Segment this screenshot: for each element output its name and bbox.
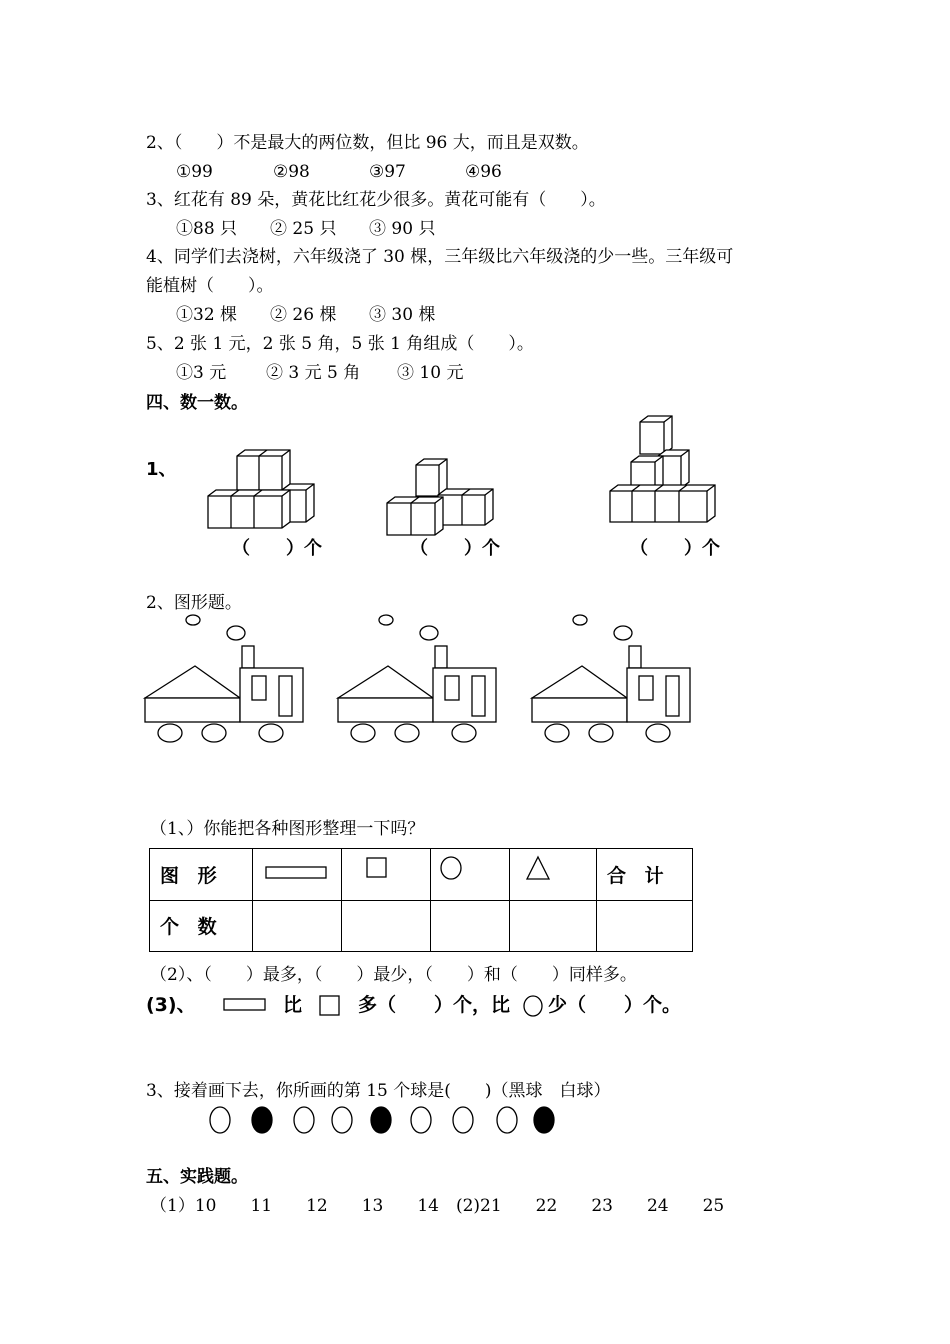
- q2-option-2: ②98: [273, 162, 310, 182]
- ball-sequence: [200, 1103, 570, 1139]
- square-icon: [366, 857, 388, 879]
- train-figure-3: [530, 610, 695, 745]
- white-ball: [210, 1107, 230, 1133]
- section-4-title: 四、数一数。: [146, 393, 248, 413]
- sub3-rectangle-icon: [223, 998, 267, 1012]
- question-3: 3、红花有 89 朵，黄花比红花少很多。黄花可能有（ ）。: [146, 190, 606, 210]
- q2-option-3: ③97: [369, 162, 406, 182]
- q2-option-4: ④96: [465, 162, 502, 182]
- white-ball: [453, 1107, 473, 1133]
- header-total: 合 计: [597, 849, 693, 901]
- count-cell-square[interactable]: [342, 900, 431, 952]
- count-cell-triangle[interactable]: [510, 900, 597, 952]
- sub-question-2: （2）、（ ）最多，（ ）最少，（ ）和（ ）同样多。: [150, 965, 637, 985]
- sub3-duo: 多（ ）个，比: [358, 994, 511, 1016]
- row-label-shape: 图 形: [150, 849, 253, 901]
- train-figure-2: [336, 610, 501, 745]
- header-triangle: [510, 849, 597, 901]
- question-4-line-1: 4、同学们去浇树，六年级浇了 30 棵，三年级比六年级浇的少一些。三年级可: [146, 247, 734, 267]
- row-label-count: 个 数: [150, 900, 253, 952]
- black-ball: [371, 1107, 391, 1133]
- count-cell-rectangle[interactable]: [253, 900, 342, 952]
- black-ball: [534, 1107, 554, 1133]
- count-answer-3: （ ）个: [630, 538, 720, 559]
- rectangle-icon: [265, 866, 327, 880]
- white-ball: [294, 1107, 314, 1133]
- question-4-line-2: 能植树（ ）。: [146, 276, 274, 296]
- section-5-title: 五、实践题。: [146, 1167, 248, 1187]
- black-ball: [252, 1107, 272, 1133]
- count-label: 1、: [146, 459, 177, 480]
- cube-figure-1: [200, 448, 330, 538]
- question-2: 2、（ ）不是最大的两位数，但比 96 大，而且是双数。: [146, 133, 589, 153]
- count-answer-1: （ ）个: [232, 538, 322, 559]
- count-cell-total[interactable]: [597, 900, 693, 952]
- white-ball: [497, 1107, 517, 1133]
- count-answer-2: （ ）个: [410, 538, 500, 559]
- q3-option-1: ①88 只: [176, 219, 238, 239]
- q4-option-1: ①32 棵: [176, 305, 238, 325]
- header-rectangle: [253, 849, 342, 901]
- circle-icon: [439, 855, 463, 881]
- sub3-shao: 少（ ）个。: [548, 994, 682, 1016]
- shapes-title: 2、图形题。: [146, 593, 242, 613]
- section-5-numbers: （1）10 11 12 13 14 (2)21 22 23 24 25: [150, 1196, 725, 1216]
- q4-option-2: ② 26 棵: [270, 305, 337, 325]
- white-ball: [411, 1107, 431, 1133]
- header-circle: [431, 849, 510, 901]
- cube-figure-3: [605, 412, 725, 527]
- q4-option-3: ③ 30 棵: [369, 305, 436, 325]
- q5-option-1: ①3 元: [176, 363, 227, 383]
- cube-figure-2: [380, 455, 500, 540]
- train-figure-1: [143, 610, 308, 745]
- white-ball: [332, 1107, 352, 1133]
- balls-question: 3、接着画下去，你所画的第 15 个球是( )（黑球 白球）: [146, 1081, 611, 1101]
- sub3-prefix: (3)、: [146, 994, 196, 1016]
- shape-count-table: [149, 848, 693, 952]
- q2-option-1: ①99: [176, 162, 213, 182]
- header-square: [342, 849, 431, 901]
- count-cell-circle[interactable]: [431, 900, 510, 952]
- sub3-bi: 比: [283, 994, 303, 1016]
- q5-option-3: ③ 10 元: [397, 363, 464, 383]
- sub3-square-icon: [319, 995, 341, 1017]
- question-5: 5、2 张 1 元，2 张 5 角，5 张 1 角组成（ ）。: [146, 334, 534, 354]
- q3-option-3: ③ 90 只: [369, 219, 436, 239]
- sub3-circle-icon: [522, 994, 544, 1018]
- q3-option-2: ② 25 只: [270, 219, 337, 239]
- q5-option-2: ② 3 元 5 角: [266, 363, 361, 383]
- triangle-icon: [526, 856, 550, 880]
- sort-question: （1、）你能把各种图形整理一下吗？: [150, 819, 425, 839]
